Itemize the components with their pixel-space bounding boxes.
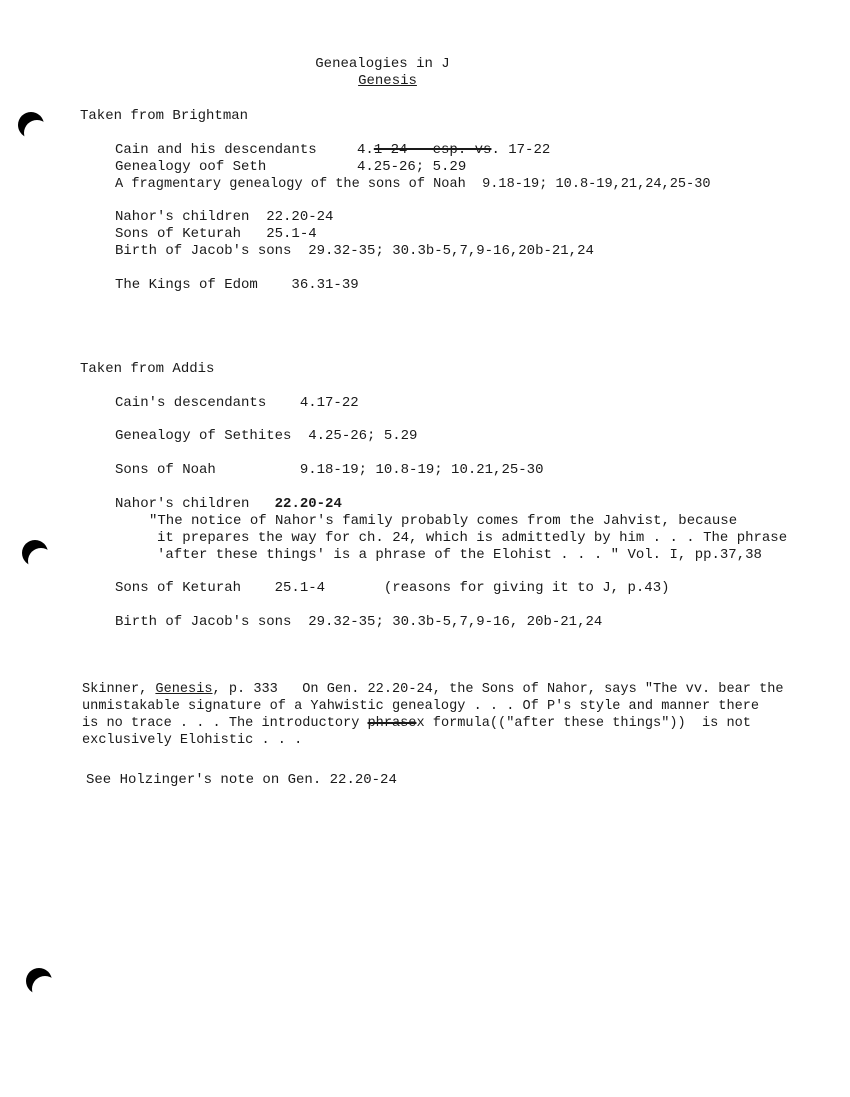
cain-ref-suffix: . 17-22 xyxy=(491,142,551,158)
skinner-author: Skinner, xyxy=(82,682,156,697)
binder-hole-bottom xyxy=(26,968,52,994)
skinner-line-3-b: x formula(("after these things")) is not xyxy=(416,716,751,731)
binder-hole-middle xyxy=(22,540,48,566)
addis-sethites-line: Genealogy of Sethites 4.25-26; 5.29 xyxy=(115,428,418,444)
brightman-keturah-line: Sons of Keturah 25.1-4 xyxy=(115,226,317,242)
brightman-heading: Taken from Brightman xyxy=(80,108,249,124)
addis-quote-line-3: 'after these things' is a phrase of the Elohist . . . " Vol. I, pp.37,38 xyxy=(157,547,762,563)
addis-heading: Taken from Addis xyxy=(80,361,215,377)
skinner-line-3-struck: phrase xyxy=(367,716,417,731)
brightman-noah-line: A fragmentary genealogy of the sons of Noah 9.18-19; 10.8-19,21,24,25-30 xyxy=(115,177,711,192)
addis-quote-line-2: it prepares the way for ch. 24, which is admittedly by him . . . The phrase xyxy=(157,530,788,546)
page-subtitle: Genesis xyxy=(358,73,417,89)
skinner-line-1 xyxy=(82,681,784,698)
addis-noah-line: Sons of Noah 9.18-19; 10.8-19; 10.21,25-30 xyxy=(115,462,544,478)
addis-keturah-line: Sons of Keturah 25.1-4 (reasons for giving it to J, p.43) xyxy=(115,580,670,596)
page-title: Genealogies in J xyxy=(315,56,450,72)
skinner-work-title: Genesis xyxy=(155,682,213,697)
cain-ref-prefix: 4. xyxy=(357,142,374,158)
brightman-seth-label: Genealogy oof Seth xyxy=(115,159,267,175)
binder-hole-top xyxy=(18,112,44,138)
addis-nahor-ref: 22.20-24 xyxy=(274,496,342,512)
brightman-seth-ref: 4.25-26; 5.29 xyxy=(357,159,467,175)
addis-quote-line-1: "The notice of Nahor's family probably comes from the Jahvist, because xyxy=(149,513,738,529)
addis-jacob-line: Birth of Jacob's sons 29.32-35; 30.3b-5,7,9-16, 20b-21,24 xyxy=(115,614,603,630)
holzinger-note: See Holzinger's note on Gen. 22.20-24 xyxy=(86,772,397,788)
skinner-line-4: exclusively Elohistic . . . xyxy=(82,733,303,748)
brightman-jacob-line: Birth of Jacob's sons 29.32-35; 30.3b-5,7,9-16,20b-21,24 xyxy=(115,243,594,259)
brightman-edom-line: The Kings of Edom 36.31-39 xyxy=(115,277,359,293)
skinner-line-3-a: is no trace . . . The introductory xyxy=(82,716,368,731)
addis-nahor-line xyxy=(115,496,342,513)
addis-nahor-label: Nahor's children xyxy=(115,496,275,512)
brightman-cain-ref xyxy=(357,142,550,159)
addis-cain-line: Cain's descendants 4.17-22 xyxy=(115,395,359,411)
cain-ref-struck: 1-24 --esp. vs xyxy=(373,142,492,158)
skinner-line-1-rest: , p. 333 On Gen. 22.20-24, the Sons of Nahor, says "The vv. bear the xyxy=(212,682,784,697)
skinner-line-3 xyxy=(82,715,751,732)
brightman-nahor-line: Nahor's children 22.20-24 xyxy=(115,209,334,225)
brightman-cain-label: Cain and his descendants xyxy=(115,142,317,158)
skinner-line-2: unmistakable signature of a Yahwistic genealogy . . . Of P's style and manner there xyxy=(82,699,760,714)
